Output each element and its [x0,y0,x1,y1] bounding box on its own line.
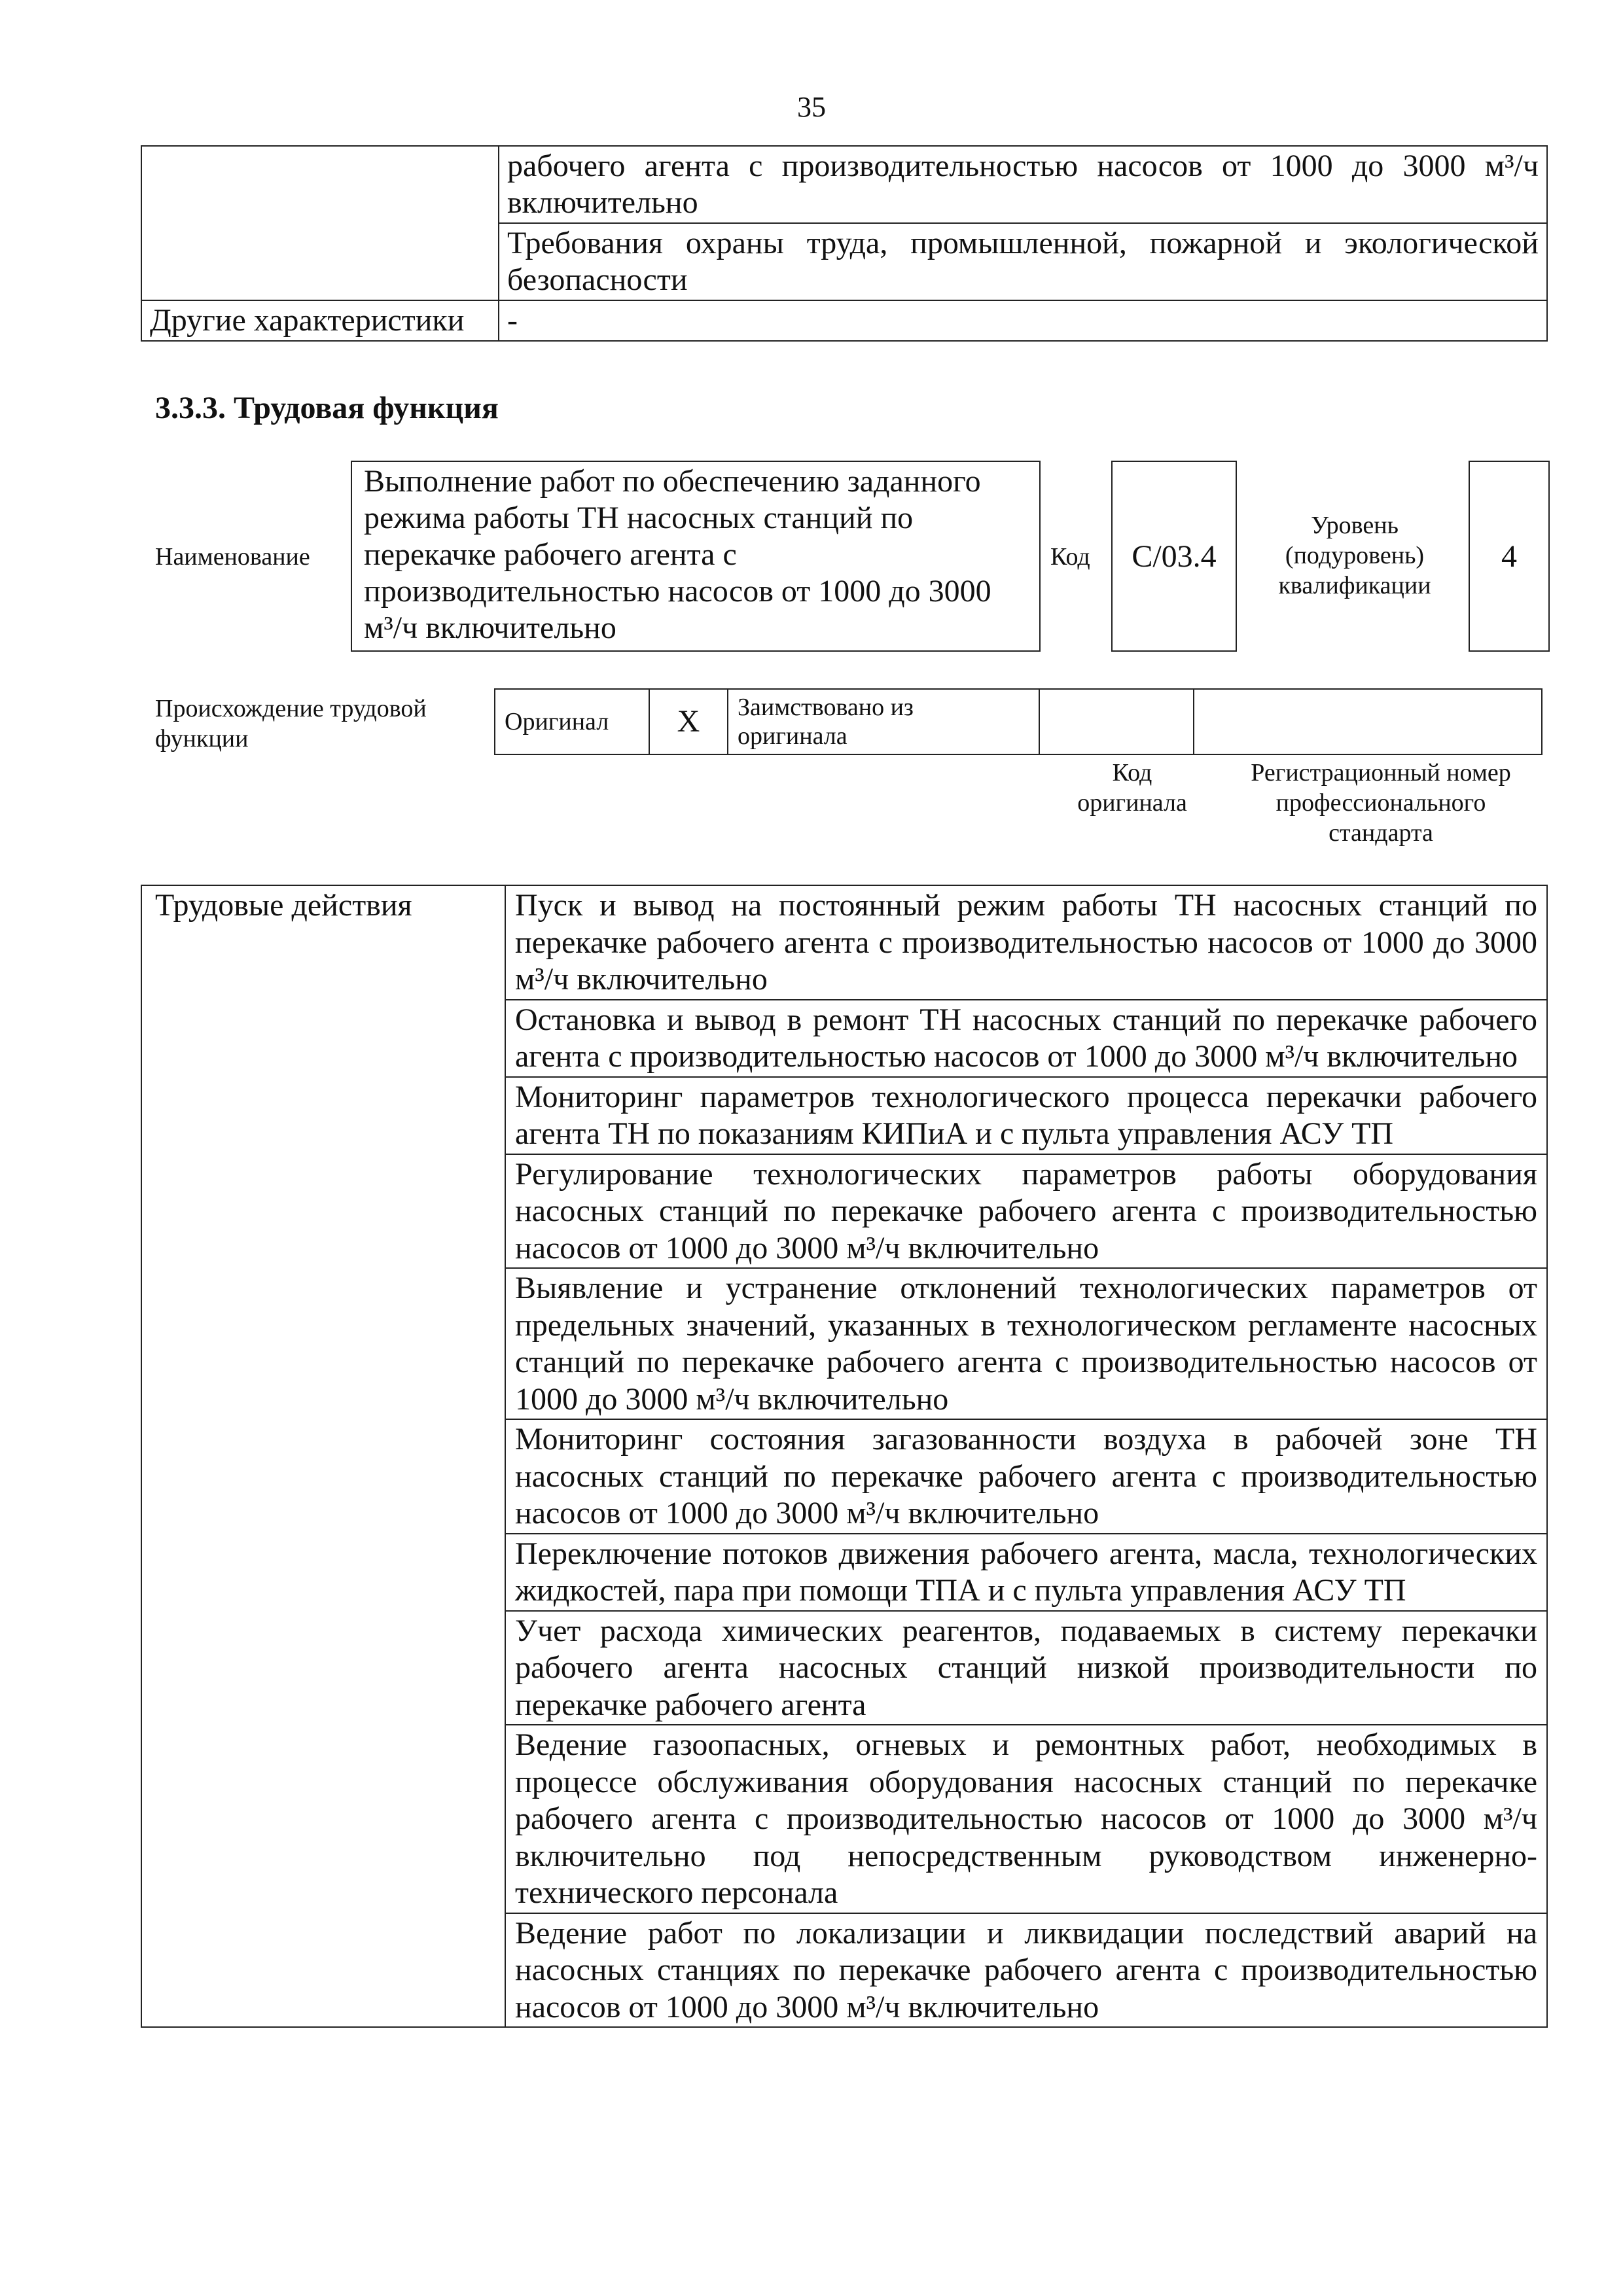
other-characteristics-label: Другие характеристики [141,300,499,341]
origin-table [494,688,1543,755]
continued-text-cell: рабочего агента с производительностью насосов от 1000 до 3000 м³/ч включительно [499,146,1547,223]
labor-action-item: Мониторинг параметров технологического процесса перекачки рабочего агента ТН по показаниям КИПиА и с пульта управления АСУ ТП [505,1077,1547,1154]
code-value: С/03.4 [1132,539,1217,574]
safety-requirements-cell: Требования охраны труда, промышленной, пожарной и экологической безопасности [499,223,1547,300]
labor-action-item: Ведение работ по локализации и ликвидации последствий аварий на насосных станциях по перекачке рабочего агента с производительностью насосов от 1000 до 3000 м³/ч включительно [505,1913,1547,2028]
code-label: Код [1050,543,1090,571]
name-label: Наименование [155,543,310,571]
code-value-box [1111,461,1237,652]
level-value: 4 [1501,539,1517,574]
reg-caption: Регистрационный номер профессионального стандарта [1251,759,1511,847]
reg-number-cell [1194,689,1542,754]
original-label-cell: Оригинал [495,689,649,754]
labor-action-item: Мониторинг состояния загазованности воздуха в рабочей зоне ТН насосных станций по перекачке рабочего агента с производительностью насосов от 1000 до 3000 м³/ч включительно [505,1419,1547,1534]
origin-label: Происхождение трудовой функции [155,695,427,752]
actions-label: Трудовые действия [141,885,505,2027]
table-row [141,885,1547,1000]
page-number: 35 [797,91,826,123]
empty-label-cell [141,146,499,300]
code-caption: Код оригинала [1077,759,1187,817]
actions-table [141,885,1548,2028]
labor-action-item: Ведение газоопасных, огневых и ремонтных работ, необходимых в процессе обслуживания оборудования насосных станций по перекачке рабочего агента с производительностью насосов от 1000 до 3000 м³/ч включительно под непосредственным руководством инженерно-технического персонала [505,1725,1547,1913]
labor-action-item: Учет расхода химических реагентов, подаваемых в систему перекачки рабочего агента насосных станций низкой производительности по перекачке рабочего агента [505,1611,1547,1725]
other-characteristics-value: - [499,300,1547,341]
function-name-box: Выполнение работ по обеспечению заданного режима работы ТН насосных станций по перекачке рабочего агента с производительностью насосов от 1000 до 3000 м³/ч включительно [351,461,1041,652]
borrowed-label-cell: Заимствовано из оригинала [728,689,1039,754]
labor-action-item: Регулирование технологических параметров работы оборудования насосных станций по перекачке рабочего агента с производительностью насосов от 1000 до 3000 м³/ч включительно [505,1154,1547,1269]
labor-action-item: Пуск и вывод на постоянный режим работы ТН насосных станций по перекачке рабочего агента с производительностью насосов от 1000 до 3000 м³/ч включительно [505,885,1547,1000]
level-value-box [1469,461,1550,652]
level-label: Уровень (подуровень) квалификации [1278,512,1431,599]
section-heading: 3.3.3. Трудовая функция [155,391,499,425]
labor-action-item: Выявление и устранение отклонений технологических параметров от предельных значений, указанных в технологическом регламенте насосных станций по перекачке рабочего агента с производительностью насосов от 1000 до 3000 м³/ч включительно [505,1268,1547,1419]
labor-action-item: Переключение потоков движения рабочего агента, масла, технологических жидкостей, пара при помощи ТПА и с пульта управления АСУ ТП [505,1534,1547,1611]
original-mark-cell: X [649,689,728,754]
original-code-cell [1039,689,1194,754]
labor-action-item: Остановка и вывод в ремонт ТН насосных станций по перекачке рабочего агента с производительностью насосов от 1000 до 3000 м³/ч включительно [505,1000,1547,1077]
top-table [141,145,1548,342]
